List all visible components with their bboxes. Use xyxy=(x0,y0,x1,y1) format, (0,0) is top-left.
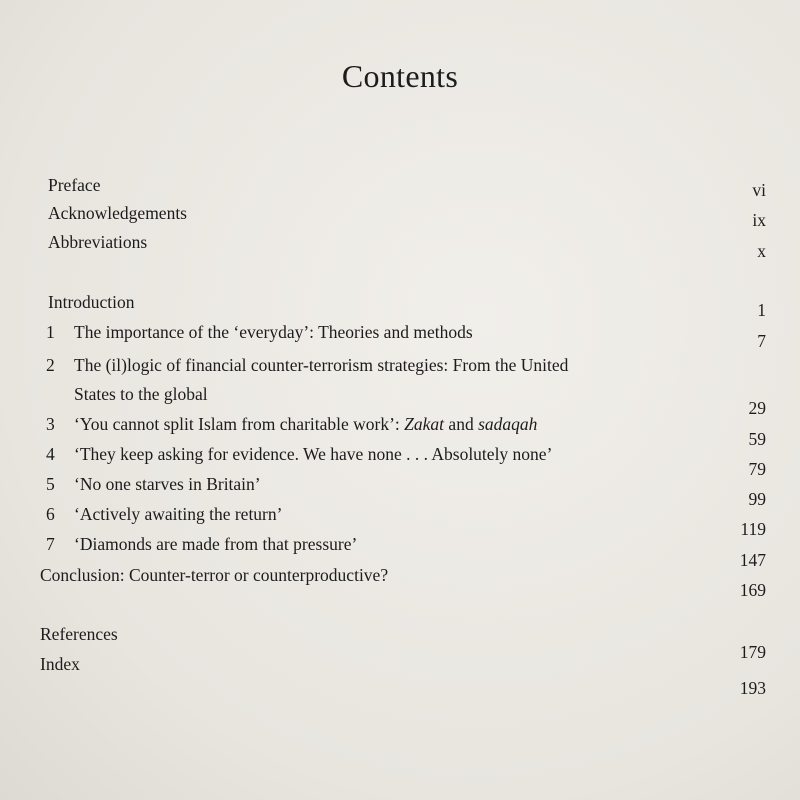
toc-entry-chapter-2-continued: States to the global xyxy=(74,384,208,404)
chapter-number: 5 xyxy=(46,474,55,494)
toc-entry-chapter-2 xyxy=(46,355,568,376)
toc-entry-conclusion: Conclusion: Counter-terror or counterproductive? xyxy=(40,565,389,585)
toc-page-abbreviations: x xyxy=(757,241,766,261)
chapter-title: ‘Actively awaiting the return’ xyxy=(74,504,283,524)
chapter-title-part: and xyxy=(444,414,479,434)
toc-entry-chapter-5 xyxy=(46,474,261,495)
chapter-title-italic-sadaqah: sadaqah xyxy=(478,414,538,434)
toc-page-chapter-5: 99 xyxy=(748,489,766,509)
chapter-title-part: ‘You cannot split Islam from charitable work’: xyxy=(74,414,405,434)
chapter-number: 1 xyxy=(46,322,55,342)
chapter-number: 2 xyxy=(46,355,55,375)
chapter-title: ‘No one starves in Britain’ xyxy=(74,474,261,494)
toc-page-preface: vi xyxy=(752,180,766,200)
chapter-number: 7 xyxy=(46,534,55,554)
toc-page-chapter-2: 29 xyxy=(748,398,766,418)
toc-page-chapter-7: 147 xyxy=(739,550,766,570)
toc-page-conclusion: 169 xyxy=(739,580,766,600)
toc-entry-chapter-7 xyxy=(46,534,357,555)
toc-entry-chapter-3 xyxy=(46,414,537,435)
toc-entry-chapter-6 xyxy=(46,504,282,525)
toc-entry-index: Index xyxy=(40,654,80,674)
toc-entry-abbreviations: Abbreviations xyxy=(48,232,148,252)
toc-entry-chapter-1 xyxy=(46,322,473,343)
toc-page-chapter-4: 79 xyxy=(748,459,766,479)
toc-entry-chapter-4 xyxy=(46,444,552,465)
toc-page-acknowledgements: ix xyxy=(752,210,766,230)
chapter-title-italic-zakat: Zakat xyxy=(404,414,445,434)
chapter-number: 4 xyxy=(46,444,55,464)
toc-page-chapter-6: 119 xyxy=(740,519,766,539)
chapter-title-line-1: The (il)logic of financial counter-terrorism strategies: From the United xyxy=(74,355,569,375)
toc-entry-references: References xyxy=(40,624,118,644)
chapter-number: 3 xyxy=(46,414,55,434)
toc-page-chapter-1: 7 xyxy=(757,331,766,351)
chapter-title: ‘They keep asking for evidence. We have none . . . Absolutely none’ xyxy=(74,444,553,464)
toc-entry-introduction: Introduction xyxy=(48,292,135,312)
page-title: Contents xyxy=(341,58,459,94)
toc-page-introduction: 1 xyxy=(757,300,766,320)
toc-page-chapter-3: 59 xyxy=(748,429,766,449)
toc-entry-acknowledgements: Acknowledgements xyxy=(48,203,187,223)
toc-page-references: 179 xyxy=(739,642,766,662)
chapter-title: ‘Diamonds are made from that pressure’ xyxy=(74,534,358,554)
toc-entry-preface: Preface xyxy=(48,175,101,195)
toc-page-index: 193 xyxy=(739,678,766,698)
chapter-number: 6 xyxy=(46,504,55,524)
chapter-title: The importance of the ‘everyday’: Theories and methods xyxy=(74,322,473,342)
